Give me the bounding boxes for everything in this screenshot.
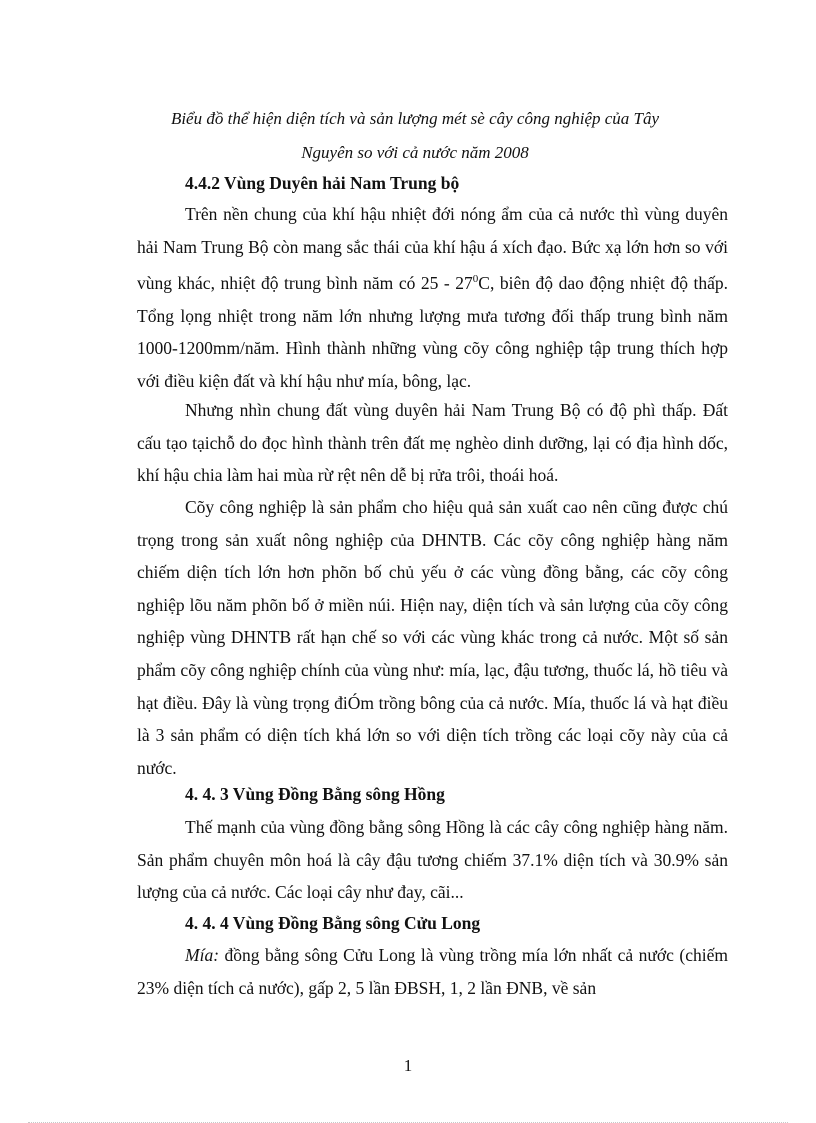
- paragraph-climate-text-a: Trên nền chung của khí hậu nhiệt đới nóng ẩm của cả nước thì vùng duyên hải Nam Trung Bộ còn mang sắc thái của khí hậu á xích đạo. Bức xạ lớn hơn so với vùng khác, nhiệt độ trung bình năm có 25 - 27: [137, 204, 728, 294]
- page-number: 1: [403, 1056, 413, 1075]
- degree-superscript: 0: [472, 273, 479, 286]
- paragraph-red-river-delta: Thế mạnh của vùng đồng bằng sông Hồng là các cây công nghiệp hàng năm. Sản phẩm chuyên môn hoá là cây đậu tương chiếm 37.1% diện tích và 30.9% sản lượng của cả nước. Các loại cây như đay, cãi...: [137, 817, 728, 903]
- section-heading-4-4-3: 4. 4. 3 Vùng Đồng Bằng sông Hồng: [185, 784, 445, 804]
- figure-caption-line-2: Nguyên so với cả nước năm 2008: [301, 143, 529, 162]
- paragraph-industrial-crops: Cõy công nghiệp là sản phẩm cho hiệu quả sản xuất cao nên cũng được chú trọng trong sản xuất nông nghiệp của DHNTB. Các cõy công nghiệp hàng năm chiếm diện tích lớn hơn phõn bố chủ yếu ở các vùng đồng bằng, các cõy công nghiệp lõu năm phõn bố ở miền núi. Hiện nay, diện tích và sản lượng của cõy công nghiệp vùng DHNTB rất hạn chế so với các vùng khác trong cả nước. Một số sản phẩm cõy công nghiệp chính của vùng như: mía, lạc, đậu tương, thuốc lá, hồ tiêu và hạt điều. Đây là vùng trọng điÓm trồng bông của cả nước. Mía, thuốc lá và hạt điều là 3 sản phẩm có diện tích khá lớn so với diện tích trồng các loại cõy này của cả nước.: [137, 497, 728, 778]
- paragraph-mekong-text: đồng bằng sông Cửu Long là vùng trồng mía lớn nhất cả nước (chiếm 23% diện tích cả nước), gấp 2, 5 lần ĐBSH, 1, 2 lần ĐNB, về sản: [137, 945, 728, 998]
- section-heading-4-4-4: 4. 4. 4 Vùng Đồng Bằng sông Cửu Long: [185, 913, 481, 933]
- sugarcane-lead: Mía:: [185, 945, 220, 965]
- figure-caption-line-1: Biểu đồ thể hiện diện tích và sản lượng mét sè cây công nghiệp của Tây: [170, 109, 660, 128]
- paragraph-soil: Nhưng nhìn chung đất vùng duyên hải Nam Trung Bộ có độ phì thấp. Đất cấu tạo tạichỗ do đọc hình thành trên đất mẹ nghèo dinh dưỡng, lại có địa hình dốc, khí hậu chia làm hai mùa rừ rệt nên dễ bị rửa trôi, thoái hoá.: [137, 400, 728, 486]
- paragraph-mekong-delta: [137, 939, 728, 1004]
- section-heading-4-4-2: 4.4.2 Vùng Duyên hải Nam Trung bộ: [185, 173, 460, 193]
- paragraph-climate-text-b: C, biên độ dao động nhiệt độ thấp. Tổng lọng nhiệt trong năm lớn nhưng lượng mưa tương đối thấp trung bình năm 1000-1200mm/năm. Hình thành những vùng cõy công nghiệp tập trung thích hợp với điều kiện đất và khí hậu như mía, bông, lạc.: [137, 273, 728, 391]
- paragraph-climate: [137, 198, 728, 397]
